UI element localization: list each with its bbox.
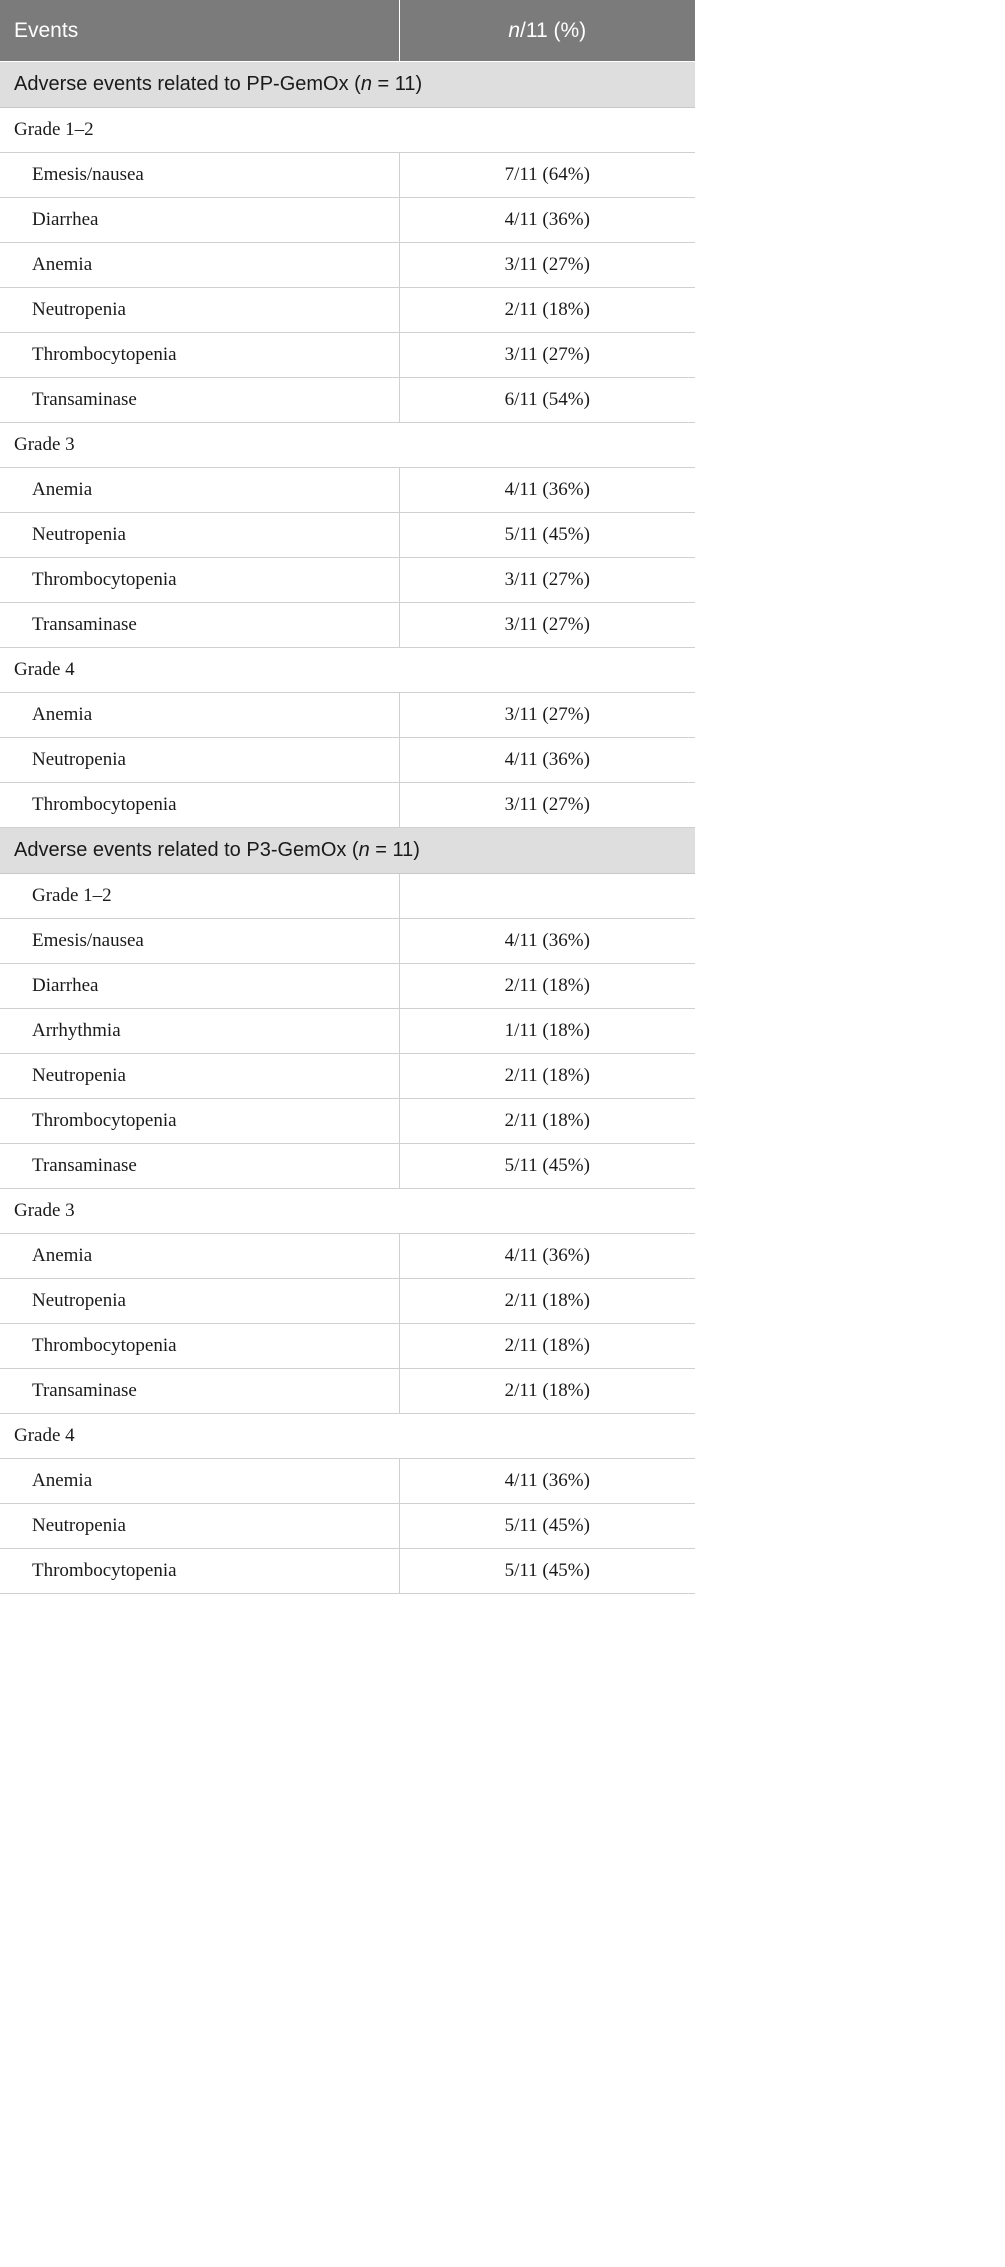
grade-label: Grade 3	[0, 1189, 399, 1234]
event-value: 2/11 (18%)	[399, 1279, 695, 1324]
table-head	[0, 0, 695, 62]
event-label: Emesis/nausea	[0, 153, 399, 198]
event-label: Thrombocytopenia	[0, 333, 399, 378]
event-value: 3/11 (27%)	[399, 333, 695, 378]
section-title-italic: n	[358, 839, 370, 861]
column-header-value-rest: /11 (%)	[520, 18, 587, 42]
table-row	[0, 1549, 695, 1594]
event-label: Neutropenia	[0, 1054, 399, 1099]
table-row	[0, 378, 695, 423]
event-label: Transaminase	[0, 603, 399, 648]
event-label: Thrombocytopenia	[0, 1549, 399, 1594]
event-label: Neutropenia	[0, 1504, 399, 1549]
column-header-value	[399, 0, 695, 62]
section-title-prefix: Adverse events related to PP-GemOx (	[14, 73, 361, 95]
table-header-row	[0, 0, 695, 62]
event-label: Arrhythmia	[0, 1009, 399, 1054]
table-row	[0, 288, 695, 333]
event-value: 2/11 (18%)	[399, 288, 695, 333]
event-label: Anemia	[0, 243, 399, 288]
event-label: Anemia	[0, 1234, 399, 1279]
event-value: 2/11 (18%)	[399, 1054, 695, 1099]
event-label: Transaminase	[0, 378, 399, 423]
event-value: 3/11 (27%)	[399, 783, 695, 828]
grade-row	[0, 423, 695, 468]
event-label: Neutropenia	[0, 288, 399, 333]
event-label: Anemia	[0, 1459, 399, 1504]
section-title-italic: n	[360, 73, 372, 95]
table-row	[0, 964, 695, 1009]
grade-value	[399, 874, 695, 919]
event-label: Emesis/nausea	[0, 919, 399, 964]
event-value: 5/11 (45%)	[399, 1549, 695, 1594]
grade-label: Grade 1–2	[0, 108, 399, 153]
grade-row	[0, 874, 695, 919]
event-value: 2/11 (18%)	[399, 964, 695, 1009]
grade-row	[0, 1189, 695, 1234]
event-value: 4/11 (36%)	[399, 919, 695, 964]
column-header-events: Events	[14, 18, 79, 42]
event-label: Diarrhea	[0, 198, 399, 243]
table-row	[0, 1144, 695, 1189]
event-value: 2/11 (18%)	[399, 1369, 695, 1414]
grade-row	[0, 108, 695, 153]
event-label: Neutropenia	[0, 1279, 399, 1324]
event-value: 4/11 (36%)	[399, 738, 695, 783]
event-value: 5/11 (45%)	[399, 1144, 695, 1189]
event-label: Thrombocytopenia	[0, 1324, 399, 1369]
table-body	[0, 62, 695, 1594]
section-title-row	[0, 828, 695, 874]
table-row	[0, 1369, 695, 1414]
event-label: Transaminase	[0, 1144, 399, 1189]
event-value: 3/11 (27%)	[399, 558, 695, 603]
section-title-suffix: = 11)	[369, 839, 420, 861]
table-row	[0, 1459, 695, 1504]
event-label: Thrombocytopenia	[0, 1099, 399, 1144]
table-row	[0, 603, 695, 648]
event-label: Thrombocytopenia	[0, 558, 399, 603]
grade-value	[399, 648, 695, 693]
event-value: 1/11 (18%)	[399, 1009, 695, 1054]
table-row	[0, 738, 695, 783]
table-row	[0, 153, 695, 198]
table-row	[0, 919, 695, 964]
grade-row	[0, 1414, 695, 1459]
grade-label: Grade 4	[0, 1414, 399, 1459]
grade-label: Grade 1–2	[0, 874, 399, 919]
event-value: 6/11 (54%)	[399, 378, 695, 423]
section-title-row	[0, 62, 695, 108]
table-row	[0, 1504, 695, 1549]
table-row	[0, 1009, 695, 1054]
table-row	[0, 1099, 695, 1144]
grade-row	[0, 648, 695, 693]
section-title	[0, 828, 695, 874]
event-label: Transaminase	[0, 1369, 399, 1414]
event-value: 2/11 (18%)	[399, 1099, 695, 1144]
event-label: Anemia	[0, 693, 399, 738]
grade-value	[399, 1189, 695, 1234]
table-row	[0, 513, 695, 558]
table-row	[0, 468, 695, 513]
event-value: 3/11 (27%)	[399, 693, 695, 738]
event-value: 3/11 (27%)	[399, 603, 695, 648]
table-row	[0, 783, 695, 828]
event-label: Anemia	[0, 468, 399, 513]
grade-label: Grade 4	[0, 648, 399, 693]
event-value: 4/11 (36%)	[399, 198, 695, 243]
table-row	[0, 1054, 695, 1099]
event-value: 7/11 (64%)	[399, 153, 695, 198]
section-title	[0, 62, 695, 108]
event-value: 5/11 (45%)	[399, 513, 695, 558]
table-row	[0, 1324, 695, 1369]
table-row	[0, 333, 695, 378]
grade-value	[399, 423, 695, 468]
section-title-suffix: = 11)	[371, 73, 423, 95]
grade-value	[399, 1414, 695, 1459]
table-row	[0, 558, 695, 603]
event-label: Neutropenia	[0, 738, 399, 783]
event-label: Thrombocytopenia	[0, 783, 399, 828]
event-value: 4/11 (36%)	[399, 1459, 695, 1504]
event-value: 5/11 (45%)	[399, 1504, 695, 1549]
event-value: 4/11 (36%)	[399, 468, 695, 513]
table-row	[0, 1234, 695, 1279]
table-row	[0, 693, 695, 738]
event-value: 3/11 (27%)	[399, 243, 695, 288]
adverse-events-table	[0, 0, 695, 1594]
event-label: Neutropenia	[0, 513, 399, 558]
event-label: Diarrhea	[0, 964, 399, 1009]
section-title-prefix: Adverse events related to P3-GemOx (	[14, 839, 359, 861]
event-value: 2/11 (18%)	[399, 1324, 695, 1369]
grade-value	[399, 108, 695, 153]
table-row	[0, 1279, 695, 1324]
event-value: 4/11 (36%)	[399, 1234, 695, 1279]
grade-label: Grade 3	[0, 423, 399, 468]
column-header-value-italic: n	[508, 18, 521, 42]
table-row	[0, 243, 695, 288]
table-row	[0, 198, 695, 243]
